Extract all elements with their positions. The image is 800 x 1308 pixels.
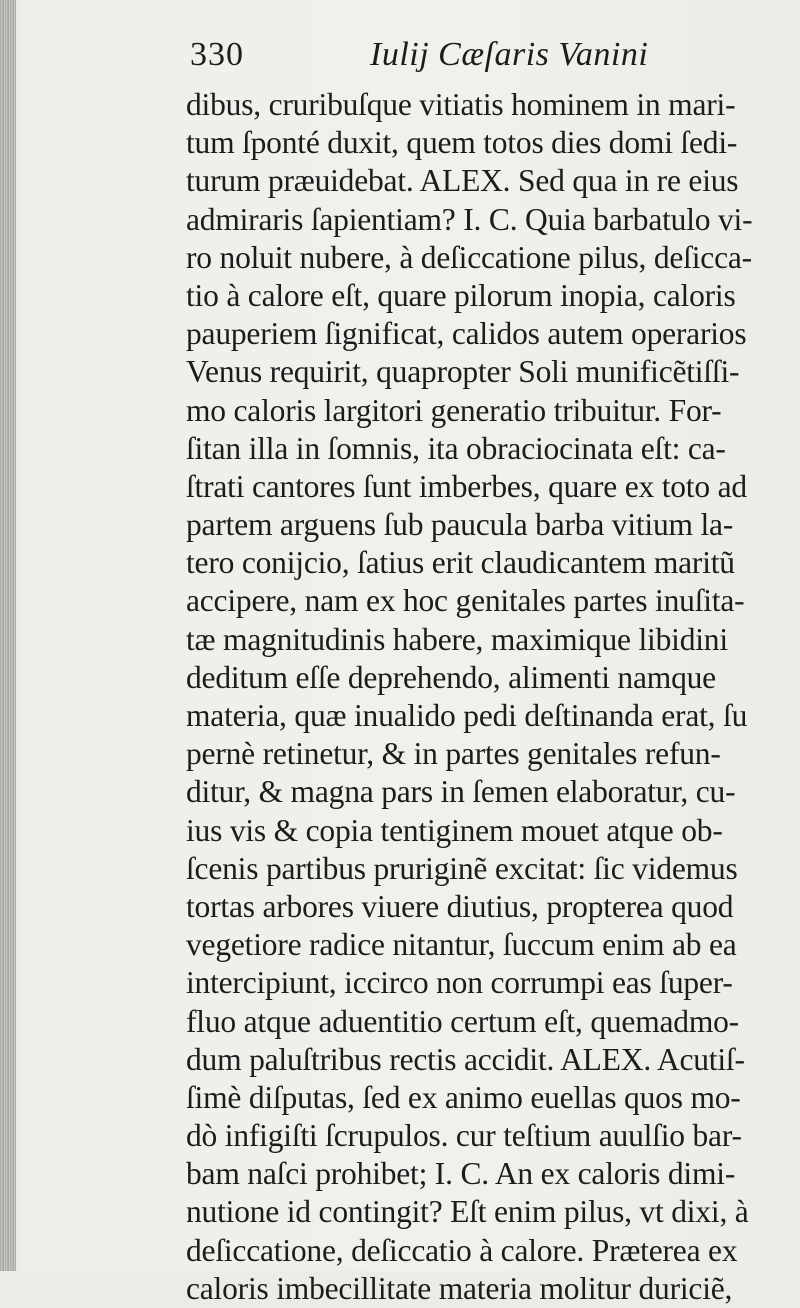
text-line: tæ magnitudinis habere, maximique libidini: [186, 621, 728, 657]
text-line: fluo atque aduentitio certum eſt, quemadmo-: [186, 1003, 739, 1039]
text-line: materia, quæ inualido pedi deſtinanda erat, ſu: [186, 698, 748, 733]
text-line: dibus, cruribuſque vitiatis hominem in mari-: [186, 87, 736, 122]
text-line: vegetiore radice nitantur, ſuccum enim ab ea: [186, 927, 737, 963]
text-line: pauperiem ſignificat, calidos autem operarios: [186, 316, 747, 352]
text-line: dum paluſtribus rectis accidit. ALEX. Acutiſ-: [186, 1041, 745, 1077]
text-line: tortas arbores viuere diutius, propterea quod: [186, 888, 734, 924]
text-line: mo caloris largitori generatio tribuitur. For-: [186, 392, 722, 428]
text-line: ro noluit nubere, à deſiccatione pilus, deſicca-: [186, 239, 752, 275]
text-line: partem arguens ſub paucula barba vitium la-: [186, 507, 734, 543]
text-line: turum præuidebat. ALEX. Sed qua in re eius: [186, 163, 739, 199]
text-line: bam naſci prohibet; I. C. An ex caloris dimi-: [186, 1156, 736, 1192]
text-line: tum ſponté duxit, quem totos dies domi ſedi-: [186, 125, 738, 161]
text-line: pernè retinetur, & in partes genitales refun-: [186, 736, 721, 772]
body-text: [186, 86, 776, 1308]
page-header: [190, 36, 770, 82]
text-line: tero conijcio, ſatius erit claudicantem maritũ: [186, 545, 735, 581]
text-line: intercipiunt, iccirco non corrumpi eas ſuper-: [186, 965, 733, 1001]
text-line: deſiccatione, deſiccatio à calore. Præterea ex: [186, 1232, 738, 1268]
page-number: 330: [190, 36, 244, 73]
text-line: deditum eſſe deprehendo, alimenti namque: [186, 659, 716, 695]
book-gutter: [0, 0, 16, 1271]
text-line: ſimè diſputas, ſed ex animo euellas quos mo-: [186, 1079, 741, 1115]
text-line: nutione id contingit? Eſt enim pilus, vt dixi, à: [186, 1194, 749, 1230]
text-line: ſtrati cantores ſunt imberbes, quare ex toto ad: [186, 468, 747, 504]
text-line: accipere, nam ex hoc genitales partes inuſita-: [186, 583, 745, 619]
text-line: ſitan illa in ſomnis, ita obraciocinata eſt: ca-: [186, 430, 726, 466]
text-line: Venus requirit, quapropter Soli munificẽtiſſi-: [186, 354, 740, 390]
text-line: tio à calore eſt, quare pilorum inopia, caloris: [186, 277, 736, 313]
text-line: ius vis & copia tentiginem mouet atque ob-: [186, 812, 723, 848]
text-line: dò infigiſti ſcrupulos. cur teſtium auulſio bar-: [186, 1118, 742, 1154]
text-line: caloris imbecillitate materia molitur duriciẽ,: [186, 1270, 733, 1306]
running-title: Iulij Cæſaris Vanini: [370, 36, 649, 73]
text-line: ditur, & magna pars in ſemen elaboratur, cu-: [186, 774, 736, 810]
text-line: admiraris ſapientiam? I. C. Quia barbatulo vi-: [186, 201, 753, 237]
text-line: ſcenis partibus pruriginẽ excitat: ſic videmus: [186, 850, 738, 886]
